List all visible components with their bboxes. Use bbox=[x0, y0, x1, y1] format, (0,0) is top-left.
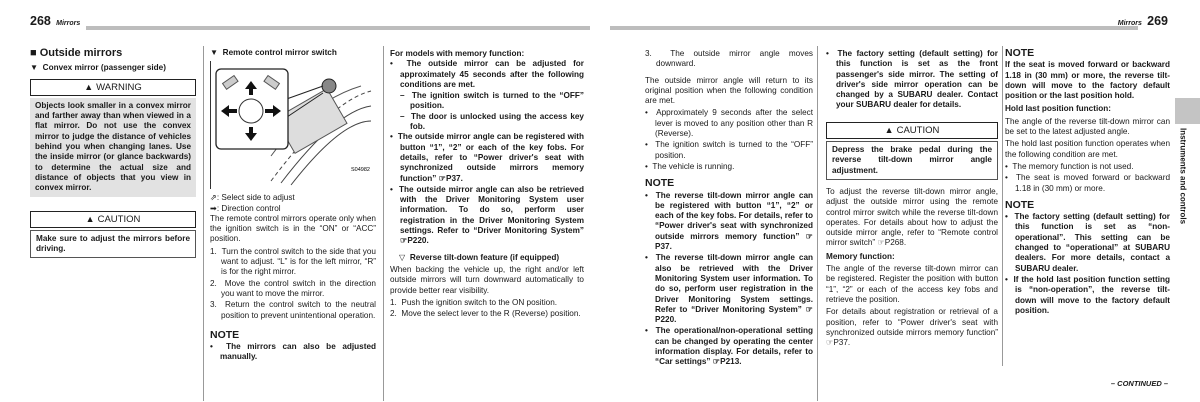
body-text: The outside mirror angle will return to its original position when the following condition are met. bbox=[645, 75, 813, 106]
note-text: The reverse tilt-down mirror angle can be registered with button “1”, “2” or each of the key fobs. For details, refer to “Power driver's seat with synchronized outside mirrors memory function” ☞P37. bbox=[655, 190, 814, 252]
bullet-text: The outside mirror angle can be registered with button “1”, “2” or each of the key fobs. For details, refer to “Power driver's seat with synchronized outside mirrors memory function” ☞P37. bbox=[397, 132, 585, 183]
page-number: 269 bbox=[1147, 14, 1168, 28]
step-text: Push the ignition switch to the ON position. bbox=[401, 297, 558, 307]
dash-text: The door is unlocked using the access key fob. bbox=[410, 111, 584, 132]
subheading bbox=[390, 253, 584, 263]
right-column-1 bbox=[645, 49, 813, 369]
body-text: To adjust the reverse tilt-down mirror angle, adjust the outside mirror using the remote control mirror switch while the reverse tilt-down operates. For details about how to adjust the outside mirror angle, refer to “Remote control mirror switch” ☞P268. bbox=[826, 186, 998, 248]
note-title: NOTE bbox=[1005, 198, 1035, 211]
column-divider bbox=[1002, 46, 1003, 366]
step-text: The outside mirror angle moves downward. bbox=[656, 49, 813, 69]
caution-title: CAUTION bbox=[896, 124, 940, 136]
dash-item: – The door is unlocked using the access key fob. bbox=[400, 111, 584, 132]
note-item: • The factory setting (default setting) for this function is set as “non-operational”. This setting can be changed to “operational” at SUBARU dealers. For more details, contact a SUBARU dealer. bbox=[1005, 212, 1170, 273]
subheading-text: Remote control mirror switch bbox=[222, 48, 337, 57]
step-1: 1. Push the ignition switch to the ON position. bbox=[390, 297, 558, 307]
step-1: 1. Turn the control switch to the side that you want to adjust. “L” is for the left mirror, “R” is for the right mirror. bbox=[210, 246, 376, 277]
hold-text: The angle of the reverse tilt-down mirror can be set to the latest adjusted angle. bbox=[1005, 116, 1170, 137]
caution-text: Depress the brake pedal during the reverse tilt-down mirror angle adjustment. bbox=[826, 141, 998, 180]
hold-title: Hold last position function: bbox=[1005, 104, 1111, 114]
column-divider bbox=[203, 46, 204, 401]
step-2: 2. Move the control switch in the direction you want to move the mirror. bbox=[210, 278, 376, 298]
left-column-1 bbox=[30, 48, 196, 258]
page-header-left bbox=[30, 16, 80, 29]
step-3: 3. Return the control switch to the neutral position to prevent unintentional operation. bbox=[210, 300, 376, 320]
caution-title: CAUTION bbox=[97, 213, 141, 225]
memory-title: Memory function: bbox=[826, 251, 895, 261]
intro-text: The remote control mirrors operate only when the ignition switch is in the “ON” or “ACC” position. bbox=[210, 213, 376, 244]
note-item: • If the hold last position function setting is “non-operation”, the reverse tilt-down will move to the factory default position. bbox=[1005, 274, 1170, 315]
heading-text: Outside mirrors bbox=[39, 47, 123, 59]
page-number: 268 bbox=[30, 14, 51, 28]
select-side-icon: ⇗ bbox=[210, 193, 217, 203]
bullet-text: The outside mirror can be adjusted for approximately 45 seconds after the following conditions are met. bbox=[400, 59, 584, 89]
note-item: • The mirrors can also be adjusted manually. bbox=[210, 342, 377, 362]
section-heading: ■ Outside mirrors bbox=[30, 47, 123, 59]
legend-direction bbox=[210, 204, 376, 214]
subheading-text: Convex mirror (passenger side) bbox=[42, 63, 166, 73]
step-3: 3. The outside mirror angle moves downward. bbox=[645, 49, 813, 69]
arrow-right-icon: ➡ bbox=[210, 203, 217, 213]
bullet: • The outside mirror can be adjusted for approximately 45 seconds after the following conditions are met. bbox=[390, 59, 584, 89]
caution-icon: ▲ bbox=[884, 124, 894, 135]
subheading: ▼ Remote control mirror switch bbox=[210, 48, 337, 57]
caution-header bbox=[826, 122, 998, 139]
warning-text: Objects look smaller in a convex mirror and farther away than when viewed in a flat mirror. Do not use the convex mirror to judge the distance of vehicles behind you when changing lanes. Use the inside mirror (or glance backwards) to determine the actual size and distance of objects that you view in convex mirror. bbox=[30, 98, 196, 197]
dash-text: The ignition switch is turned to the “OFF” position. bbox=[410, 91, 584, 111]
note-text: If the hold last position function setting is “non-operation”, the reverse tilt-down will move to the factory default position. bbox=[1013, 274, 1170, 315]
bullet: • The outside mirror angle can also be retrieved with the Driver Monitoring System user information. To do so, perform user registration in the Driver Monitoring System settings. Refer to “Driver Monitoring System” ☞P220. bbox=[390, 184, 584, 246]
note-text: If the seat is moved forward or backward 1.18 in (30 mm) or more, the reverse tilt-down will move to the factory default position or the last position hold. bbox=[1005, 60, 1170, 101]
note-title: NOTE bbox=[645, 177, 675, 190]
header-rule bbox=[610, 26, 1138, 30]
bullet: • Approximately 9 seconds after the select lever is moved to any position other than R (Reverse). bbox=[645, 108, 813, 139]
bullet-text: Approximately 9 seconds after the select lever is moved to any position other than R (Reverse). bbox=[655, 108, 813, 139]
note-text: The operational/non-operational setting can be changed by operating the center information display. For details, refer to “Car settings” ☞P213. bbox=[655, 326, 813, 367]
hold-text: The hold last position function operates when the following condition are met. bbox=[1005, 139, 1170, 159]
body-text: When backing the vehicle up, the right and/or left outside mirrors will turn downward automatically to provide better rear visibility. bbox=[390, 264, 584, 295]
note-title: NOTE bbox=[1005, 47, 1035, 59]
caution-icon: ▲ bbox=[85, 213, 95, 224]
header-rule bbox=[86, 26, 590, 30]
chapter-tab bbox=[1175, 98, 1200, 124]
right-column-2 bbox=[826, 49, 998, 350]
note-text: The reverse tilt-down mirror angle can also be retrieved with the Driver Monitoring System user information. To do so, perform user registration in the Driver Monitoring System settings. Refer to “Driver Monitoring System” ☞P220. bbox=[655, 253, 814, 325]
legend-text: : Direction control bbox=[216, 203, 281, 213]
column-divider bbox=[383, 46, 384, 401]
figure-code: S04982 bbox=[351, 167, 370, 174]
bullet: • The outside mirror angle can be registered with button “1”, “2” or each of the key fobs. For details, refer to “Power driver's seat with synchronized outside mirrors memory function” ☞P37. bbox=[390, 132, 585, 183]
mirror-switch-illustration bbox=[210, 61, 376, 189]
right-column-3 bbox=[1005, 48, 1170, 317]
bullet-text: The outside mirror angle can also be retrieved with the Driver Monitoring System user information. To do so, perform user registration in the Driver Monitoring System settings. Refer to “Driver Monitoring System” ☞P220. bbox=[398, 184, 584, 246]
dash-item: – The ignition switch is turned to the “OFF” position. bbox=[400, 91, 584, 111]
continued-label: – CONTINUED – bbox=[1110, 379, 1168, 388]
note-item: • The reverse tilt-down mirror angle can be registered with button “1”, “2” or each of the key fobs. For details, refer to “Power driver's seat with synchronized outside mirrors memory function” ☞P37. bbox=[645, 190, 814, 252]
legend-text: : Select side to adjust bbox=[216, 193, 295, 203]
chapter-tab-label: Instruments and controls bbox=[1178, 128, 1188, 225]
subheading-text: Reverse tilt-down feature (if equipped) bbox=[409, 252, 560, 262]
lead-text: For models with memory function: bbox=[390, 49, 525, 58]
bullet: • The factory setting (default setting) for this function is set as the front passenger's side mirror. The setting of driver's side mirror operation can be changed by a SUBARU dealer. Contact your SUBARU dealer for details. bbox=[826, 49, 998, 110]
bullet: • The seat is moved forward or backward 1.18 in (30 mm) or more. bbox=[1005, 173, 1171, 193]
step-text: Turn the control switch to the side that you want to adjust. “L” is for the left mirror, “R” is for the right mirror. bbox=[221, 246, 376, 277]
note-text: The mirrors can also be adjusted manually. bbox=[220, 342, 377, 362]
warning-title: WARNING bbox=[96, 81, 142, 93]
subheading: ▼ Convex mirror (passenger side) bbox=[30, 63, 166, 73]
step-text: Return the control switch to the neutral position to prevent unintentional operation. bbox=[221, 300, 376, 320]
step-text: Move the select lever to the R (Reverse) position. bbox=[401, 309, 581, 319]
bullet: • The memory function is not used. bbox=[1005, 161, 1134, 171]
note-item: • The reverse tilt-down mirror angle can also be retrieved with the Driver Monitoring System user information. To do so, perform user registration in the Driver Monitoring System settings. Refer to “Driver Monitoring System” ☞P220. bbox=[645, 253, 814, 325]
legend-select bbox=[210, 193, 376, 203]
mirror-switch-diagram bbox=[211, 61, 376, 189]
warning-header bbox=[30, 79, 196, 96]
bullet-text: The ignition switch is turned to the “OFF” position. bbox=[655, 140, 814, 160]
memory-text: The angle of the reverse tilt-down mirror can be registered. Register the position with button “1”, “2” or each of the access key fobs and retrieve the position. bbox=[826, 264, 998, 304]
memory-text: For details about registration or retrieval of a position, refer to “Power driver's seat with synchronized outside mirrors memory function” ☞P37. bbox=[826, 307, 998, 348]
bullet-text: The factory setting (default setting) for this function is set as the front passenger's side mirror. The setting of driver's side mirror operation can be changed by a SUBARU dealer. Contact your SUBARU dealer for details. bbox=[836, 49, 998, 110]
step-text: Move the control switch in the direction you want to move the mirror. bbox=[221, 278, 376, 298]
note-text: The factory setting (default setting) for this function is set as “non-operational”. This setting can be changed to “operational” at SUBARU dealers. For more details, contact a SUBARU dealer. bbox=[1014, 212, 1170, 273]
bullet-text: The memory function is not used. bbox=[1012, 161, 1134, 171]
column-divider bbox=[817, 46, 818, 401]
warning-icon: ▲ bbox=[84, 81, 94, 92]
note-title: NOTE bbox=[210, 328, 240, 341]
bullet: • The ignition switch is turned to the “OFF” position. bbox=[645, 140, 814, 160]
note-item: • The operational/non-operational setting can be changed by operating the center information display. For details, refer to “Car settings” ☞P213. bbox=[645, 326, 813, 367]
section-title: Mirrors bbox=[56, 20, 81, 27]
caution-header bbox=[30, 211, 196, 228]
step-2: 2. Move the select lever to the R (Reverse) position. bbox=[390, 309, 581, 319]
caution-text: Make sure to adjust the mirrors before driving. bbox=[30, 230, 196, 259]
bullet-text: The seat is moved forward or backward 1.18 in (30 mm) or more. bbox=[1015, 173, 1171, 193]
section-title: Mirrors bbox=[1117, 20, 1142, 27]
bullet: • The vehicle is running. bbox=[645, 161, 735, 171]
left-column-2 bbox=[210, 48, 376, 364]
left-column-3 bbox=[390, 49, 584, 320]
triangle-down-icon: ▽ bbox=[399, 252, 406, 262]
page-header-right bbox=[1118, 16, 1168, 29]
bullet-text: The vehicle is running. bbox=[652, 161, 735, 171]
